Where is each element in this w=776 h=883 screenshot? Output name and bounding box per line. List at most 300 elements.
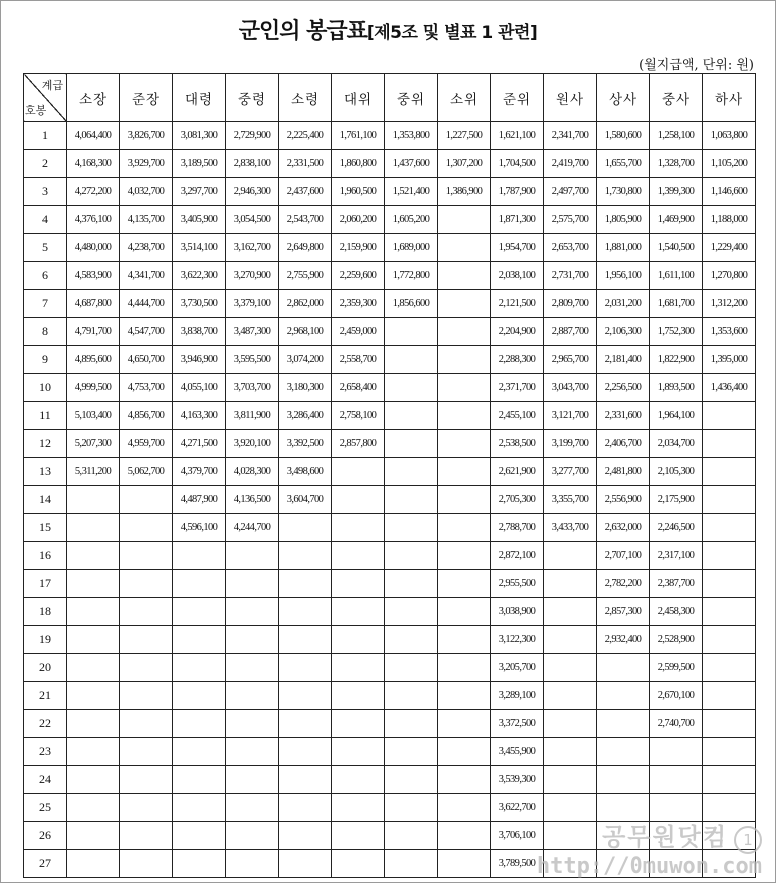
pay-cell — [279, 626, 332, 654]
pay-cell — [703, 682, 756, 710]
step-cell: 19 — [24, 626, 67, 654]
pay-cell — [120, 570, 173, 598]
table-row — [24, 234, 756, 262]
pay-cell — [385, 374, 438, 402]
pay-cell: 2,331,600 — [597, 402, 650, 430]
pay-cell — [650, 822, 703, 850]
pay-cell: 2,034,700 — [650, 430, 703, 458]
pay-cell — [544, 570, 597, 598]
pay-cell: 4,055,100 — [173, 374, 226, 402]
pay-cell: 4,064,400 — [67, 122, 120, 150]
pay-cell — [703, 542, 756, 570]
step-cell: 9 — [24, 346, 67, 374]
pay-cell — [385, 766, 438, 794]
pay-cell: 4,244,700 — [226, 514, 279, 542]
pay-cell — [279, 766, 332, 794]
pay-cell — [332, 682, 385, 710]
pay-cell: 2,755,900 — [279, 262, 332, 290]
table-row — [24, 374, 756, 402]
pay-cell: 2,670,100 — [650, 682, 703, 710]
pay-cell: 1,105,200 — [703, 150, 756, 178]
pay-cell: 4,163,300 — [173, 402, 226, 430]
pay-cell — [438, 458, 491, 486]
pay-cell: 1,893,500 — [650, 374, 703, 402]
table-row — [24, 850, 756, 878]
pay-cell — [279, 850, 332, 878]
pay-cell: 3,595,500 — [226, 346, 279, 374]
pay-cell: 5,207,300 — [67, 430, 120, 458]
step-cell: 18 — [24, 598, 67, 626]
pay-cell — [438, 206, 491, 234]
pay-cell — [67, 794, 120, 822]
pay-cell: 1,521,400 — [385, 178, 438, 206]
pay-cell — [597, 710, 650, 738]
pay-cell: 3,826,700 — [120, 122, 173, 150]
pay-cell — [279, 822, 332, 850]
pay-cell — [385, 682, 438, 710]
pay-cell: 1,605,200 — [385, 206, 438, 234]
pay-cell — [67, 682, 120, 710]
pay-cell: 2,729,900 — [226, 122, 279, 150]
pay-cell: 1,229,400 — [703, 234, 756, 262]
pay-cell — [226, 794, 279, 822]
pay-cell — [385, 458, 438, 486]
pay-cell — [438, 402, 491, 430]
step-cell: 1 — [24, 122, 67, 150]
pay-cell: 3,514,100 — [173, 234, 226, 262]
pay-cell: 1,437,600 — [385, 150, 438, 178]
table-row — [24, 122, 756, 150]
pay-cell — [279, 794, 332, 822]
pay-cell — [120, 514, 173, 542]
pay-cell: 3,604,700 — [279, 486, 332, 514]
pay-cell — [703, 402, 756, 430]
pay-cell: 4,032,700 — [120, 178, 173, 206]
pay-cell: 1,227,500 — [438, 122, 491, 150]
pay-cell: 1,258,100 — [650, 122, 703, 150]
table-row — [24, 514, 756, 542]
pay-cell — [703, 822, 756, 850]
pay-cell: 1,188,000 — [703, 206, 756, 234]
pay-cell: 4,135,700 — [120, 206, 173, 234]
pay-cell — [279, 514, 332, 542]
title-main: 군인의 봉급표 — [238, 19, 367, 44]
pay-cell — [332, 486, 385, 514]
pay-cell: 1,436,400 — [703, 374, 756, 402]
step-cell: 12 — [24, 430, 67, 458]
pay-cell: 3,081,300 — [173, 122, 226, 150]
step-cell: 20 — [24, 654, 67, 682]
pay-cell — [385, 542, 438, 570]
rank-header: 소령 — [279, 74, 332, 122]
pay-cell: 4,959,700 — [120, 430, 173, 458]
pay-cell — [385, 850, 438, 878]
pay-cell: 2,887,700 — [544, 318, 597, 346]
rank-header: 준장 — [120, 74, 173, 122]
pay-cell — [703, 514, 756, 542]
pay-cell — [438, 542, 491, 570]
pay-cell: 2,862,000 — [279, 290, 332, 318]
pay-cell: 2,857,800 — [332, 430, 385, 458]
pay-cell — [120, 850, 173, 878]
pay-cell — [438, 234, 491, 262]
pay-cell: 1,353,600 — [703, 318, 756, 346]
pay-cell — [385, 738, 438, 766]
pay-cell — [120, 542, 173, 570]
pay-cell: 2,653,700 — [544, 234, 597, 262]
pay-cell: 2,872,100 — [491, 542, 544, 570]
pay-cell — [438, 346, 491, 374]
pay-cell: 4,999,500 — [67, 374, 120, 402]
pay-cell — [173, 766, 226, 794]
pay-cell: 2,740,700 — [650, 710, 703, 738]
pay-cell: 2,060,200 — [332, 206, 385, 234]
pay-cell — [438, 514, 491, 542]
pay-cell — [226, 710, 279, 738]
step-cell: 10 — [24, 374, 67, 402]
pay-cell — [226, 822, 279, 850]
pay-cell — [279, 542, 332, 570]
pay-cell — [120, 794, 173, 822]
pay-cell: 2,707,100 — [597, 542, 650, 570]
pay-cell: 1,328,700 — [650, 150, 703, 178]
table-row — [24, 346, 756, 374]
pay-cell: 3,205,700 — [491, 654, 544, 682]
pay-cell: 3,920,100 — [226, 430, 279, 458]
pay-cell: 2,556,900 — [597, 486, 650, 514]
pay-cell: 2,204,900 — [491, 318, 544, 346]
pay-cell: 4,687,800 — [67, 290, 120, 318]
pay-cell — [332, 458, 385, 486]
pay-cell: 2,259,600 — [332, 262, 385, 290]
pay-cell — [703, 626, 756, 654]
pay-cell — [67, 822, 120, 850]
pay-cell: 2,246,500 — [650, 514, 703, 542]
pay-cell: 2,437,600 — [279, 178, 332, 206]
table-row — [24, 570, 756, 598]
pay-cell — [385, 486, 438, 514]
pay-cell: 1,270,800 — [703, 262, 756, 290]
pay-cell — [703, 430, 756, 458]
pay-cell: 3,838,700 — [173, 318, 226, 346]
pay-cell — [385, 710, 438, 738]
table-row — [24, 402, 756, 430]
pay-cell: 2,419,700 — [544, 150, 597, 178]
pay-cell — [279, 654, 332, 682]
pay-cell — [120, 710, 173, 738]
pay-cell — [597, 654, 650, 682]
pay-cell: 2,658,400 — [332, 374, 385, 402]
pay-cell: 2,932,400 — [597, 626, 650, 654]
pay-cell: 3,433,700 — [544, 514, 597, 542]
pay-cell: 4,168,300 — [67, 150, 120, 178]
pay-cell: 4,136,500 — [226, 486, 279, 514]
pay-cell — [332, 710, 385, 738]
pay-cell: 2,575,700 — [544, 206, 597, 234]
pay-cell: 3,355,700 — [544, 486, 597, 514]
table-row — [24, 626, 756, 654]
pay-cell: 5,103,400 — [67, 402, 120, 430]
pay-cell: 1,395,000 — [703, 346, 756, 374]
pay-cell: 4,856,700 — [120, 402, 173, 430]
pay-cell: 2,558,700 — [332, 346, 385, 374]
pay-cell: 2,857,300 — [597, 598, 650, 626]
pay-cell — [385, 654, 438, 682]
header-row — [24, 74, 756, 122]
pay-cell: 3,289,100 — [491, 682, 544, 710]
step-cell: 6 — [24, 262, 67, 290]
pay-cell — [173, 570, 226, 598]
pay-cell: 1,540,500 — [650, 234, 703, 262]
pay-cell: 3,487,300 — [226, 318, 279, 346]
pay-cell — [438, 654, 491, 682]
table-row — [24, 458, 756, 486]
pay-cell — [438, 766, 491, 794]
pay-cell — [650, 766, 703, 794]
pay-cell: 2,359,300 — [332, 290, 385, 318]
pay-cell: 4,028,300 — [226, 458, 279, 486]
pay-cell — [120, 598, 173, 626]
rank-header: 중사 — [650, 74, 703, 122]
step-cell: 11 — [24, 402, 67, 430]
pay-cell — [226, 766, 279, 794]
step-cell: 26 — [24, 822, 67, 850]
pay-cell: 1,399,300 — [650, 178, 703, 206]
pay-cell: 3,162,700 — [226, 234, 279, 262]
pay-cell — [173, 654, 226, 682]
pay-cell: 2,731,700 — [544, 262, 597, 290]
pay-cell: 2,406,700 — [597, 430, 650, 458]
watermark-url: http://0muwon.com — [536, 854, 762, 879]
pay-cell: 2,331,500 — [279, 150, 332, 178]
rank-header: 준위 — [491, 74, 544, 122]
pay-cell — [597, 850, 650, 878]
pay-cell: 2,705,300 — [491, 486, 544, 514]
pay-cell — [332, 626, 385, 654]
pay-cell: 2,788,700 — [491, 514, 544, 542]
pay-cell — [385, 822, 438, 850]
pay-cell: 2,256,500 — [597, 374, 650, 402]
pay-cell: 3,277,700 — [544, 458, 597, 486]
pay-cell: 1,956,100 — [597, 262, 650, 290]
rank-header: 하사 — [703, 74, 756, 122]
pay-cell — [332, 738, 385, 766]
pay-table — [23, 73, 756, 878]
pay-cell — [544, 654, 597, 682]
pay-cell: 3,286,400 — [279, 402, 332, 430]
pay-cell: 2,031,200 — [597, 290, 650, 318]
table-row — [24, 206, 756, 234]
table-row — [24, 178, 756, 206]
pay-cell: 3,789,500 — [491, 850, 544, 878]
pay-cell: 1,580,600 — [597, 122, 650, 150]
step-cell: 16 — [24, 542, 67, 570]
pay-cell — [703, 598, 756, 626]
pay-cell: 4,341,700 — [120, 262, 173, 290]
table-row — [24, 598, 756, 626]
pay-cell: 3,706,100 — [491, 822, 544, 850]
pay-cell: 2,621,900 — [491, 458, 544, 486]
pay-cell: 3,539,300 — [491, 766, 544, 794]
pay-cell: 3,392,500 — [279, 430, 332, 458]
pay-cell: 2,159,900 — [332, 234, 385, 262]
pay-cell: 1,772,800 — [385, 262, 438, 290]
table-row — [24, 542, 756, 570]
pay-cell — [544, 738, 597, 766]
pay-cell: 2,175,900 — [650, 486, 703, 514]
pay-cell: 1,353,800 — [385, 122, 438, 150]
step-cell: 22 — [24, 710, 67, 738]
pay-cell: 1,761,100 — [332, 122, 385, 150]
pay-cell — [67, 850, 120, 878]
pay-cell — [544, 710, 597, 738]
step-cell: 5 — [24, 234, 67, 262]
pay-cell: 3,189,500 — [173, 150, 226, 178]
pay-cell: 4,271,500 — [173, 430, 226, 458]
step-cell: 3 — [24, 178, 67, 206]
pay-cell — [385, 430, 438, 458]
pay-cell: 3,054,500 — [226, 206, 279, 234]
pay-cell — [332, 514, 385, 542]
pay-cell — [438, 570, 491, 598]
pay-cell: 2,946,300 — [226, 178, 279, 206]
pay-cell — [173, 822, 226, 850]
pay-cell — [67, 486, 120, 514]
pay-cell — [703, 458, 756, 486]
pay-cell — [385, 794, 438, 822]
pay-cell: 1,689,000 — [385, 234, 438, 262]
pay-cell: 2,458,300 — [650, 598, 703, 626]
table-row — [24, 290, 756, 318]
pay-cell: 1,655,700 — [597, 150, 650, 178]
pay-cell: 2,341,700 — [544, 122, 597, 150]
pay-cell — [67, 514, 120, 542]
corner-rank-label: 계급 — [41, 79, 63, 92]
step-cell: 13 — [24, 458, 67, 486]
pay-cell — [597, 766, 650, 794]
pay-cell — [67, 710, 120, 738]
pay-cell: 1,704,500 — [491, 150, 544, 178]
table-row — [24, 766, 756, 794]
title-sub: [제5조 및 별표 1 관련] — [366, 23, 538, 43]
pay-cell — [120, 822, 173, 850]
pay-cell: 4,379,700 — [173, 458, 226, 486]
pay-cell — [120, 654, 173, 682]
pay-cell: 2,459,000 — [332, 318, 385, 346]
pay-cell — [67, 570, 120, 598]
pay-cell — [332, 542, 385, 570]
pay-cell: 5,311,200 — [67, 458, 120, 486]
pay-cell: 1,954,700 — [491, 234, 544, 262]
pay-cell — [385, 626, 438, 654]
pay-cell — [703, 710, 756, 738]
pay-cell — [67, 598, 120, 626]
step-cell: 15 — [24, 514, 67, 542]
pay-cell — [438, 682, 491, 710]
rank-header: 소장 — [67, 74, 120, 122]
pay-cell — [226, 682, 279, 710]
step-cell: 24 — [24, 766, 67, 794]
pay-cell: 4,596,100 — [173, 514, 226, 542]
pay-cell — [173, 626, 226, 654]
pay-cell: 2,181,400 — [597, 346, 650, 374]
pay-cell — [703, 654, 756, 682]
step-cell: 7 — [24, 290, 67, 318]
pay-cell — [173, 738, 226, 766]
rank-header: 소위 — [438, 74, 491, 122]
pay-cell — [385, 514, 438, 542]
pay-cell: 1,787,900 — [491, 178, 544, 206]
rank-header: 대위 — [332, 74, 385, 122]
pay-cell — [67, 542, 120, 570]
pay-cell — [703, 738, 756, 766]
table-row — [24, 710, 756, 738]
pay-cell — [67, 766, 120, 794]
pay-cell — [226, 850, 279, 878]
pay-cell — [650, 794, 703, 822]
pay-cell — [279, 682, 332, 710]
pay-cell: 1,307,200 — [438, 150, 491, 178]
step-cell: 17 — [24, 570, 67, 598]
watermark-circle-icon: 1 — [734, 826, 762, 854]
pay-cell: 2,497,700 — [544, 178, 597, 206]
pay-cell — [120, 766, 173, 794]
pay-cell: 1,621,100 — [491, 122, 544, 150]
table-row — [24, 794, 756, 822]
pay-cell: 1,469,900 — [650, 206, 703, 234]
table-row — [24, 822, 756, 850]
pay-cell — [544, 850, 597, 878]
pay-cell — [385, 570, 438, 598]
step-cell: 4 — [24, 206, 67, 234]
pay-cell: 1,063,800 — [703, 122, 756, 150]
pay-cell: 3,946,900 — [173, 346, 226, 374]
pay-cell — [438, 738, 491, 766]
pay-cell — [597, 794, 650, 822]
corner-cell — [24, 74, 67, 122]
pay-cell — [438, 262, 491, 290]
rank-header: 중령 — [226, 74, 279, 122]
pay-cell — [650, 738, 703, 766]
pay-cell — [597, 822, 650, 850]
pay-cell — [438, 290, 491, 318]
pay-cell: 2,758,100 — [332, 402, 385, 430]
pay-cell: 2,288,300 — [491, 346, 544, 374]
pay-cell — [332, 850, 385, 878]
pay-cell — [173, 794, 226, 822]
pay-cell — [438, 430, 491, 458]
step-cell: 8 — [24, 318, 67, 346]
pay-cell: 2,649,800 — [279, 234, 332, 262]
pay-cell: 3,929,700 — [120, 150, 173, 178]
pay-cell: 3,043,700 — [544, 374, 597, 402]
pay-cell: 2,105,300 — [650, 458, 703, 486]
pay-cell: 2,955,500 — [491, 570, 544, 598]
pay-cell — [438, 374, 491, 402]
pay-cell: 1,730,800 — [597, 178, 650, 206]
rank-header: 중위 — [385, 74, 438, 122]
pay-cell: 3,498,600 — [279, 458, 332, 486]
pay-cell: 2,371,700 — [491, 374, 544, 402]
pay-cell: 2,968,100 — [279, 318, 332, 346]
pay-cell — [650, 850, 703, 878]
pay-cell: 3,703,700 — [226, 374, 279, 402]
pay-cell: 1,312,200 — [703, 290, 756, 318]
table-row — [24, 654, 756, 682]
pay-cell — [226, 570, 279, 598]
pay-cell — [226, 654, 279, 682]
rank-header: 상사 — [597, 74, 650, 122]
